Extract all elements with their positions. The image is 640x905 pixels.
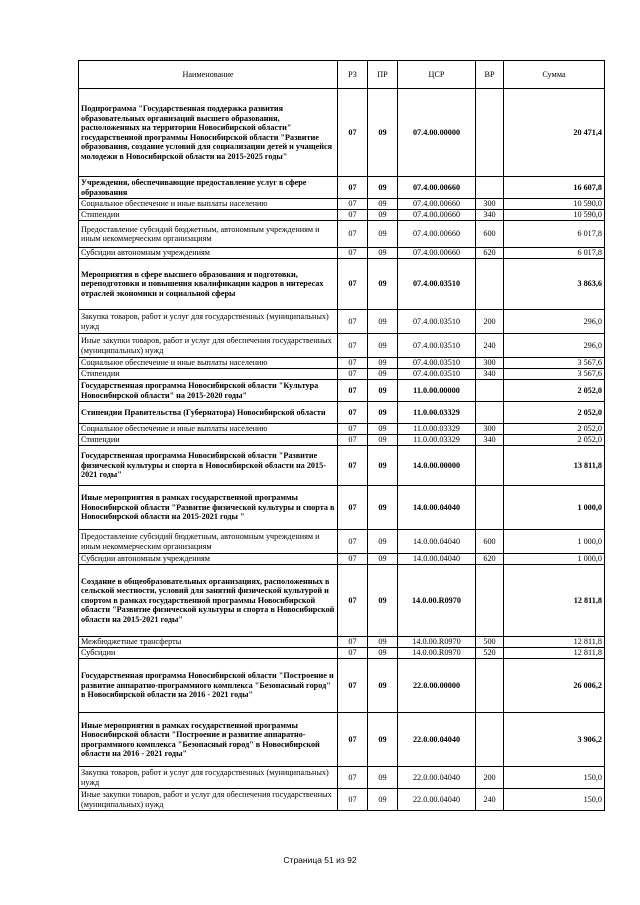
table-header-row <box>79 61 605 89</box>
header-name: Наименование <box>79 61 338 89</box>
row-vr <box>476 89 504 177</box>
row-name: Межбюджетные трансферты <box>79 637 338 648</box>
row-vr: 200 <box>476 310 504 334</box>
row-vr <box>476 659 504 713</box>
row-name: Субсидии автономным учреждениям <box>79 248 338 259</box>
row-name: Создание в общеобразовательных организациях, расположенных в сельской местности, условий для занятий физической культурой и спортом в рамках государственной программы Новосибирской области "Развитие физической культуры и спорта в Новосибирской области на 2015-2021 годы" <box>79 565 338 637</box>
row-sum: 150,0 <box>504 789 605 811</box>
row-csr: 07.4.00.03510 <box>398 334 476 358</box>
row-sum: 20 471,4 <box>504 89 605 177</box>
row-sum: 2 052,0 <box>504 424 605 435</box>
row-sum: 2 052,0 <box>504 435 605 446</box>
row-csr: 07.4.00.00660 <box>398 177 476 199</box>
row-name: Иные закупки товаров, работ и услуг для обеспечения государственных (муниципальных) нужд <box>79 789 338 811</box>
row-pr: 09 <box>368 334 398 358</box>
row-csr: 14.0.00.04040 <box>398 530 476 554</box>
row-vr <box>476 259 504 310</box>
row-csr: 14.0.00.R0970 <box>398 637 476 648</box>
row-pr: 09 <box>368 767 398 789</box>
row-rz: 07 <box>338 659 368 713</box>
row-pr: 09 <box>368 446 398 486</box>
row-sum: 10 590,0 <box>504 210 605 221</box>
row-csr: 14.0.00.R0970 <box>398 565 476 637</box>
row-vr: 500 <box>476 637 504 648</box>
row-pr: 09 <box>368 789 398 811</box>
row-name: Иные закупки товаров, работ и услуг для обеспечения государственных (муниципальных) нужд <box>79 334 338 358</box>
table-row <box>79 89 605 177</box>
row-csr: 11.0.00.00000 <box>398 380 476 402</box>
row-vr: 600 <box>476 221 504 248</box>
row-vr: 300 <box>476 358 504 369</box>
table-row <box>79 380 605 402</box>
row-name: Стипендии Правительства (Губернатора) Новосибирской области <box>79 402 338 424</box>
header-pr: ПР <box>368 61 398 89</box>
row-name: Социальное обеспечение и иные выплаты населению <box>79 358 338 369</box>
table-row <box>79 334 605 358</box>
row-sum: 6 017,8 <box>504 248 605 259</box>
table-row <box>79 310 605 334</box>
row-sum: 3 567,6 <box>504 369 605 380</box>
row-name: Учреждения, обеспечивающие предоставление услуг в сфере образования <box>79 177 338 199</box>
header-vr: ВР <box>476 61 504 89</box>
row-sum: 13 811,8 <box>504 446 605 486</box>
row-vr: 620 <box>476 554 504 565</box>
header-rz: РЗ <box>338 61 368 89</box>
row-pr: 09 <box>368 713 398 767</box>
row-name: Государственная программа Новосибирской области "Культура Новосибирской области" на 2015-2020 годы" <box>79 380 338 402</box>
row-csr: 14.0.00.04040 <box>398 486 476 530</box>
row-pr: 09 <box>368 659 398 713</box>
row-pr: 09 <box>368 402 398 424</box>
row-name: Подпрограмма "Государственная поддержка развития образовательных организаций высшего образования, расположенных на территории Новосибирской области" государственной программы Новосибирской области "Развитие образования, создание условий для социализации детей и учащейся молодежи в Новосибирской области на 2015-2025 годы" <box>79 89 338 177</box>
row-rz: 07 <box>338 199 368 210</box>
row-name: Предоставление субсидий бюджетным, автономным учреждениям и иным некоммерческим организациям <box>79 530 338 554</box>
row-csr: 07.4.00.00660 <box>398 248 476 259</box>
table-row <box>79 554 605 565</box>
table-row <box>79 648 605 659</box>
table-row <box>79 248 605 259</box>
row-csr: 22.0.00.04040 <box>398 767 476 789</box>
row-csr: 07.4.00.00660 <box>398 199 476 210</box>
table-row <box>79 210 605 221</box>
row-pr: 09 <box>368 435 398 446</box>
row-name: Стипендии <box>79 435 338 446</box>
row-pr: 09 <box>368 530 398 554</box>
table-row <box>79 358 605 369</box>
row-pr: 09 <box>368 259 398 310</box>
row-vr: 240 <box>476 789 504 811</box>
row-vr: 340 <box>476 369 504 380</box>
row-csr: 07.4.00.03510 <box>398 369 476 380</box>
row-vr: 240 <box>476 334 504 358</box>
row-vr <box>476 565 504 637</box>
row-sum: 150,0 <box>504 767 605 789</box>
row-sum: 1 000,0 <box>504 530 605 554</box>
row-vr: 600 <box>476 530 504 554</box>
row-csr: 14.0.00.R0970 <box>398 648 476 659</box>
row-pr: 09 <box>368 637 398 648</box>
row-rz: 07 <box>338 713 368 767</box>
row-name: Субсидии <box>79 648 338 659</box>
row-csr: 07.4.00.00660 <box>398 210 476 221</box>
row-vr: 300 <box>476 424 504 435</box>
row-name: Предоставление субсидий бюджетным, автономным учреждениям и иным некоммерческим организациям <box>79 221 338 248</box>
row-rz: 07 <box>338 248 368 259</box>
row-csr: 07.4.00.03510 <box>398 358 476 369</box>
row-vr: 340 <box>476 435 504 446</box>
row-pr: 09 <box>368 177 398 199</box>
row-sum: 2 052,0 <box>504 380 605 402</box>
row-name: Социальное обеспечение и иные выплаты населению <box>79 199 338 210</box>
table-row <box>79 530 605 554</box>
page-footer: Страница 51 из 92 <box>283 855 357 865</box>
table-row <box>79 369 605 380</box>
header-csr: ЦСР <box>398 61 476 89</box>
row-csr: 11.0.00.03329 <box>398 435 476 446</box>
row-csr: 11.0.00.03329 <box>398 402 476 424</box>
row-pr: 09 <box>368 358 398 369</box>
row-sum: 3 567,6 <box>504 358 605 369</box>
row-sum: 1 000,0 <box>504 554 605 565</box>
row-rz: 07 <box>338 424 368 435</box>
row-rz: 07 <box>338 380 368 402</box>
table-body <box>79 89 605 811</box>
row-sum: 6 017,8 <box>504 221 605 248</box>
row-sum: 3 906,2 <box>504 713 605 767</box>
table-row <box>79 177 605 199</box>
table-row <box>79 637 605 648</box>
table-row <box>79 713 605 767</box>
row-rz: 07 <box>338 530 368 554</box>
row-rz: 07 <box>338 369 368 380</box>
row-pr: 09 <box>368 486 398 530</box>
row-pr: 09 <box>368 565 398 637</box>
row-sum: 10 590,0 <box>504 199 605 210</box>
table-row <box>79 221 605 248</box>
row-csr: 22.0.00.04040 <box>398 789 476 811</box>
row-name: Иные мероприятия в рамках государственной программы Новосибирской области "Развитие физической культуры и спорта в Новосибирской области на 2015-2021 годы " <box>79 486 338 530</box>
row-rz: 07 <box>338 637 368 648</box>
row-rz: 07 <box>338 486 368 530</box>
row-name: Государственная программа Новосибирской области "Построение и развитие аппаратно-программного комплекса "Безопасный город" в Новосибирской области на 2016 - 2021 годы" <box>79 659 338 713</box>
row-vr: 520 <box>476 648 504 659</box>
row-pr: 09 <box>368 554 398 565</box>
row-sum: 296,0 <box>504 310 605 334</box>
row-pr: 09 <box>368 221 398 248</box>
row-csr: 22.0.00.00000 <box>398 659 476 713</box>
row-sum: 3 863,6 <box>504 259 605 310</box>
row-sum: 2 052,0 <box>504 402 605 424</box>
row-sum: 296,0 <box>504 334 605 358</box>
row-vr <box>476 486 504 530</box>
row-csr: 07.4.00.00660 <box>398 221 476 248</box>
row-pr: 09 <box>368 380 398 402</box>
row-pr: 09 <box>368 310 398 334</box>
row-sum: 16 607,8 <box>504 177 605 199</box>
header-sum: Сумма <box>504 61 605 89</box>
row-name: Закупка товаров, работ и услуг для государственных (муниципальных) нужд <box>79 767 338 789</box>
row-csr: 07.4.00.00000 <box>398 89 476 177</box>
row-rz: 07 <box>338 358 368 369</box>
row-rz: 07 <box>338 565 368 637</box>
table-row <box>79 424 605 435</box>
row-pr: 09 <box>368 648 398 659</box>
row-csr: 14.0.00.04040 <box>398 554 476 565</box>
row-rz: 07 <box>338 210 368 221</box>
row-vr <box>476 713 504 767</box>
row-rz: 07 <box>338 789 368 811</box>
table-row <box>79 446 605 486</box>
row-vr <box>476 380 504 402</box>
row-name: Мероприятия в сфере высшего образования и подготовки, переподготовки и повышения квалификации кадров в интересах отраслей экономики и социальной сферы <box>79 259 338 310</box>
row-name: Закупка товаров, работ и услуг для государственных (муниципальных) нужд <box>79 310 338 334</box>
row-pr: 09 <box>368 89 398 177</box>
row-csr: 07.4.00.03510 <box>398 310 476 334</box>
table-row <box>79 565 605 637</box>
table-row <box>79 486 605 530</box>
row-rz: 07 <box>338 767 368 789</box>
table-row <box>79 402 605 424</box>
row-csr: 22.0.00.04040 <box>398 713 476 767</box>
row-rz: 07 <box>338 446 368 486</box>
row-sum: 26 006,2 <box>504 659 605 713</box>
row-csr: 14.0.00.00000 <box>398 446 476 486</box>
row-vr: 200 <box>476 767 504 789</box>
budget-table <box>78 60 605 811</box>
row-vr <box>476 446 504 486</box>
row-rz: 07 <box>338 554 368 565</box>
row-pr: 09 <box>368 199 398 210</box>
row-rz: 07 <box>338 221 368 248</box>
table-row <box>79 199 605 210</box>
table-row <box>79 767 605 789</box>
table-row <box>79 789 605 811</box>
row-vr: 300 <box>476 199 504 210</box>
row-vr: 340 <box>476 210 504 221</box>
row-csr: 07.4.00.03510 <box>398 259 476 310</box>
row-rz: 07 <box>338 648 368 659</box>
row-name: Социальное обеспечение и иные выплаты населению <box>79 424 338 435</box>
row-sum: 12 811,8 <box>504 648 605 659</box>
row-name: Стипендии <box>79 369 338 380</box>
row-csr: 11.0.00.03329 <box>398 424 476 435</box>
row-rz: 07 <box>338 89 368 177</box>
row-vr <box>476 177 504 199</box>
row-name: Государственная программа Новосибирской области "Развитие физической культуры и спорта в Новосибирской области на 2015-2021 годы" <box>79 446 338 486</box>
row-sum: 12 811,8 <box>504 637 605 648</box>
row-vr: 620 <box>476 248 504 259</box>
row-name: Субсидии автономным учреждениям <box>79 554 338 565</box>
row-rz: 07 <box>338 259 368 310</box>
row-rz: 07 <box>338 435 368 446</box>
row-name: Стипендии <box>79 210 338 221</box>
row-sum: 12 811,8 <box>504 565 605 637</box>
row-pr: 09 <box>368 248 398 259</box>
row-pr: 09 <box>368 424 398 435</box>
row-rz: 07 <box>338 310 368 334</box>
row-name: Иные мероприятия в рамках государственной программы Новосибирской области "Построение и развитие аппаратно-программного комплекса "Безопасный город" в Новосибирской области на 2016 - 2021 годы" <box>79 713 338 767</box>
row-pr: 09 <box>368 210 398 221</box>
table-row <box>79 435 605 446</box>
row-vr <box>476 402 504 424</box>
table-row <box>79 259 605 310</box>
row-sum: 1 000,0 <box>504 486 605 530</box>
row-rz: 07 <box>338 177 368 199</box>
row-rz: 07 <box>338 402 368 424</box>
row-rz: 07 <box>338 334 368 358</box>
table-row <box>79 659 605 713</box>
row-pr: 09 <box>368 369 398 380</box>
